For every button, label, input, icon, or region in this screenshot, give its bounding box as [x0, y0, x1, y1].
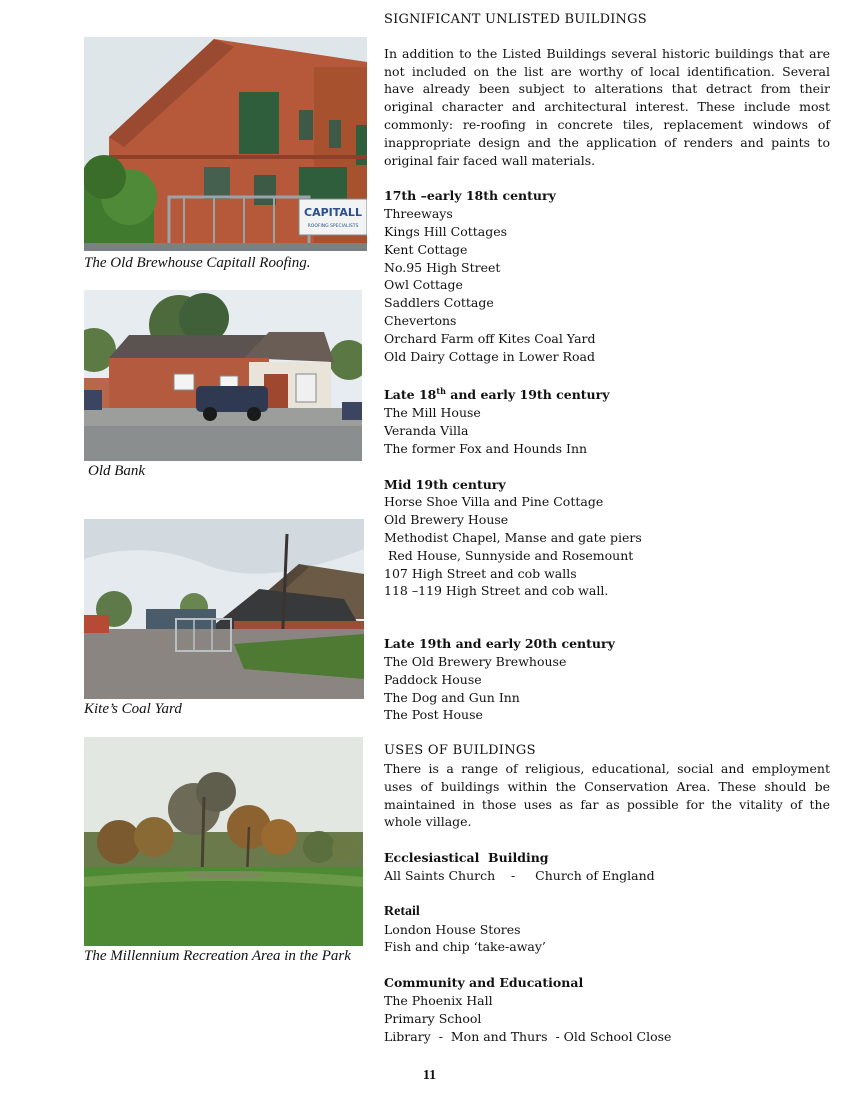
photo-millennium-recreation-area	[84, 737, 363, 946]
sign-capitall-text: CAPITALL	[304, 206, 362, 219]
list-item: Old Brewery House	[384, 512, 509, 528]
list-item: Library - Mon and Thurs - Old School Close	[384, 1028, 672, 1044]
building-list	[384, 205, 830, 365]
list-item: 107 High Street and cob walls	[384, 565, 577, 581]
caption-kites-coal-yard: Kite’s Coal Yard	[84, 701, 182, 717]
list-item: The Post House	[384, 707, 483, 723]
period-section-mid-19th	[384, 476, 830, 601]
building-list	[384, 653, 830, 724]
period-title: Mid 19th century	[384, 476, 506, 492]
section-title: Retail	[384, 903, 420, 919]
section-title: Ecclesiastical Building	[384, 850, 549, 866]
list-item: The Old Brewery Brewhouse	[384, 654, 567, 670]
list-item: Methodist Chapel, Manse and gate piers	[384, 530, 642, 546]
retail-section	[384, 903, 830, 956]
list-item: 118 –119 High Street and cob wall.	[384, 583, 609, 599]
list-item: Kent Cottage	[384, 241, 468, 257]
caption-old-brewhouse: The Old Brewhouse Capitall Roofing.	[84, 255, 311, 271]
list-item: Orchard Farm off Kites Coal Yard	[384, 330, 596, 346]
list-item: The former Fox and Hounds Inn	[384, 440, 588, 456]
period-section-late-19th	[384, 635, 830, 724]
list-item: The Dog and Gun Inn	[384, 689, 520, 705]
list-item: No.95 High Street	[384, 259, 501, 275]
community-section	[384, 974, 830, 1045]
page-number: 11	[422, 1068, 437, 1083]
list-item: The Mill House	[384, 405, 481, 421]
building-list	[384, 992, 830, 1045]
period-title: Late 19th and early 20th century	[384, 636, 615, 652]
caption-old-bank: Old Bank	[88, 463, 146, 479]
intro-paragraph: In addition to the Listed Buildings several historic buildings that are not included on the list are worthy of local identification. Several have already been subject to alterations that detract from their original character and architectural interest. These include most commonly: re-roofing in concrete tiles, replacement windows of inappropriate design and the application of renders and paints to original fair faced wall materials.	[384, 45, 830, 168]
uses-heading: USES OF BUILDINGS	[384, 743, 536, 759]
period-section-17th	[384, 187, 830, 365]
list-item: Veranda Villa	[384, 423, 469, 439]
photo-old-bank	[84, 290, 362, 461]
list-item: London House Stores	[384, 921, 521, 937]
period-section-late-18th	[384, 383, 830, 457]
list-item: Paddock House	[384, 671, 482, 687]
photo-kites-coal-yard	[84, 519, 364, 699]
building-list	[384, 404, 830, 457]
period-title: Late 18th and early 19th century	[384, 386, 610, 403]
uses-paragraph: There is a range of religious, educational, social and employment uses of buildings within the Conservation Area. These should be maintained in those uses as far as possible for the vitality of the whole village.	[384, 761, 830, 830]
list-item: Owl Cottage	[384, 277, 463, 293]
page-heading: SIGNIFICANT UNLISTED BUILDINGS	[384, 12, 647, 27]
sign-roofing-text: ROOFING SPECIALISTS	[307, 224, 359, 229]
section-title: Community and Educational	[384, 975, 584, 991]
building-list	[384, 867, 830, 885]
period-title: 17th –early 18th century	[384, 188, 556, 204]
photo-old-brewhouse	[84, 37, 367, 251]
list-item: Kings Hill Cottages	[384, 223, 508, 239]
building-list	[384, 921, 830, 957]
list-item: Old Dairy Cottage in Lower Road	[384, 348, 595, 364]
list-item: Primary School	[384, 1010, 482, 1026]
list-item: Saddlers Cottage	[384, 295, 494, 311]
list-item: The Phoenix Hall	[384, 993, 493, 1009]
list-item: Horse Shoe Villa and Pine Cottage	[384, 494, 604, 510]
building-list	[384, 493, 830, 600]
list-item: Fish and chip ‘take-away’	[384, 939, 546, 955]
list-item: All Saints Church - Church of England	[384, 868, 655, 884]
list-item: Chevertons	[384, 312, 457, 328]
text-column	[384, 11, 830, 1063]
list-item: Threeways	[384, 206, 453, 222]
list-item: Red House, Sunnyside and Rosemount	[384, 547, 634, 563]
caption-millennium-recreation-area: The Millennium Recreation Area in the Park	[84, 948, 351, 964]
ecclesiastical-section	[384, 849, 830, 885]
